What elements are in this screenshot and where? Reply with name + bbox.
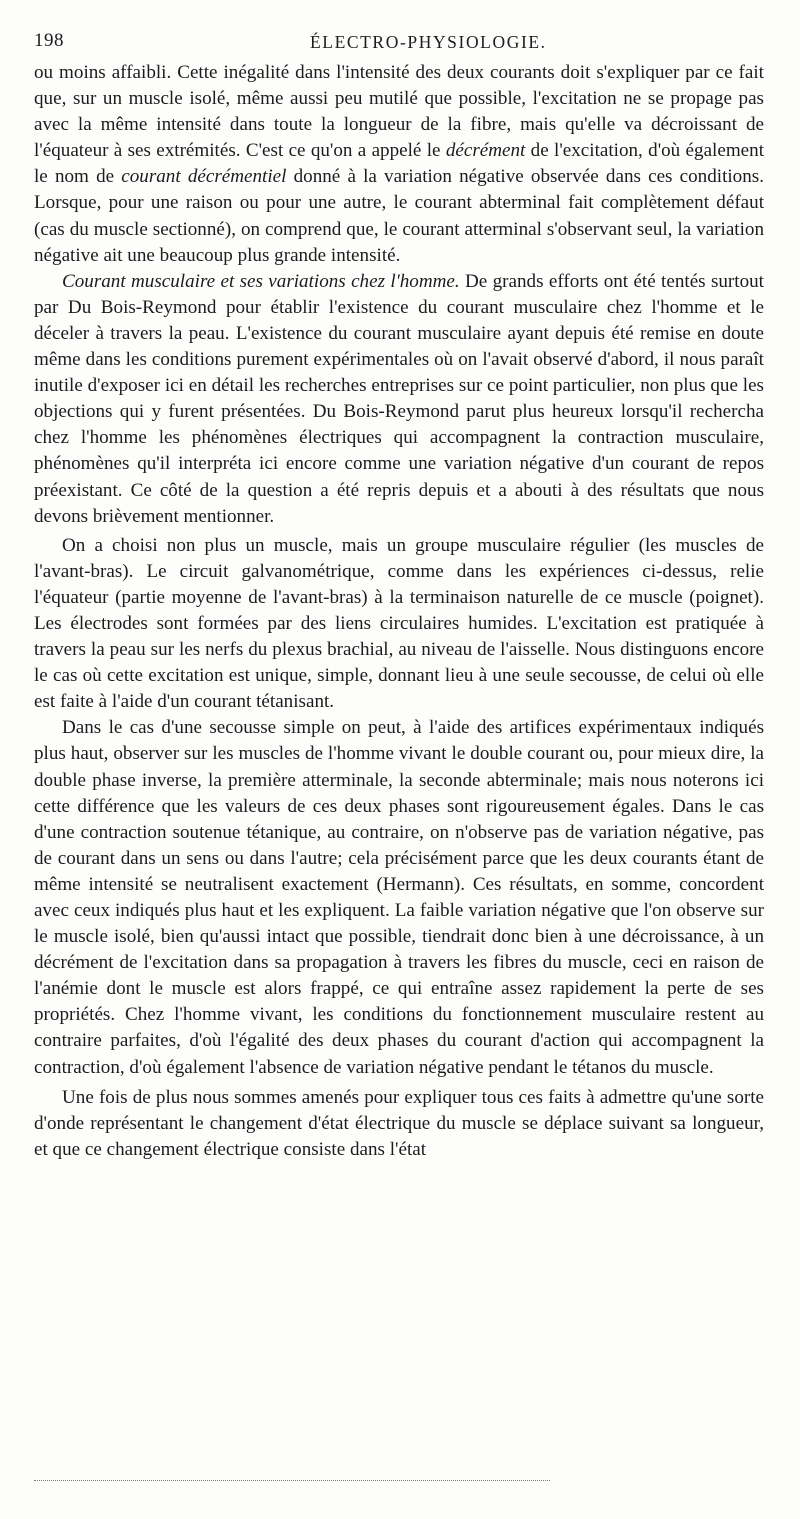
paragraph-text: De grands efforts ont été tentés surtout par Du Bois-Reymond pour établir l'existence du courant musculaire chez l'homme et le déceler à travers la peau. L'existence du courant musculaire ayant depuis été remise en doute même dans les conditions purement expérimentales où on l'avait observé d'abord, il nous paraît inutile d'exposer ici en détail les recherches entreprises sur ce point particulier, non plus que les objections qui y furent présentées. Du Bois-Reymond parut plus heureux lorsqu'il rechercha chez l'homme les phénomènes électriques qui accompagnent la contraction musculaire, phénomènes qu'il interpréta ici encore comme une variation négative d'un courant de repos préexistant. Ce côté de la question a été repris depuis et a abouti à des résultats que nous devons brièvement mentionner. <box>34 270 764 527</box>
paragraph-text: On a choisi non plus un muscle, mais un groupe musculaire régulier (les muscles de l'avant-bras). Le circuit galvanométrique, comme dans les expériences ci-dessus, relie l'équateur (partie moyenne de l'avant-bras) à la terminaison naturelle de ce muscle (poignet). Les électrodes sont formées par des liens circulaires humides. L'excitation est pratiquée à travers la peau sur les nerfs du plexus brachial, au niveau de l'aisselle. Nous distinguons encore le cas où cette excitation est unique, simple, donnant lieu à une seule secousse, de celui où elle est faite à l'aide d'un courant tétanisant. <box>34 534 764 713</box>
italic-term-decrement: décrément <box>445 140 526 162</box>
body-text <box>34 60 764 1163</box>
text-run: ou moins affaibli. Cette inégalité dans l'intensité des deux courants doit s'expliquer par ce fait que, sur un muscle isolé, même aussi peu mutilé que possible, l'excitation ne se propage pas avec la même intensité dans toute la longueur de la fibre, mais qu'elle va décroissant de l'équateur à ses extrémités. C'est ce qu'on a appelé le <box>34 62 764 162</box>
paragraph-groupe-musculaire <box>34 533 764 716</box>
text-run: donné à la variation négative observée dans ces conditions. Lorsque, pour une raison ou pour une autre, le courant abterminal fait complètement défaut (cas du muscle sectionné), on comprend que, le courant atterminal s'observant seul, la variation négative ait une beaucoup plus grande intensité. <box>34 166 764 266</box>
page-header <box>34 30 772 58</box>
page-number: 198 <box>34 30 64 51</box>
text-run: de l'excitation, d'où également le nom de <box>34 140 764 188</box>
running-title: ÉLECTRO-PHYSIOLOGIE. <box>310 32 547 52</box>
paragraph-onde <box>34 1085 764 1163</box>
paragraph-text: Dans le cas d'une secousse simple on peut, à l'aide des artifices expérimentaux indiqués plus haut, observer sur les muscles de l'homme vivant le double courant ou, pour mieux dire, la double phase inverse, la première atterminale, la seconde abterminale; mais nous noterons ici cette différence que les valeurs de ces deux phases sont rigoureusement égales. Dans le cas d'une contraction soutenue tétanique, au contraire, on n'observe pas de variation négative, pas de courant dans un sens ou dans l'autre; cela précisément parce que les deux courants étant de même intensité se neutralisent exactement (Hermann). Ces résultats, en somme, concordent avec ceux indiqués plus haut et les expliquent. La faible variation négative que l'on observe sur le muscle isolé, bien qu'aussi intact que possible, tiendrait donc bien à une décroissance, à un décrément de l'excitation dans sa propagation à travers les fibres du muscle, ceci en raison de l'anémie dont le muscle est alors frappé, ce qui entraîne assez rapidement la perte de ses propriétés. Chez l'homme vivant, les conditions du fonctionnement musculaire restent au contraire parfaites, d'où l'égalité des deux phases du courant d'action qui accompagnent la contraction, d'où également l'absence de variation négative pendant le tétanos du muscle. <box>34 717 764 1078</box>
paragraph-courant-musculaire <box>34 269 764 530</box>
footer-dotted-rule <box>34 1480 550 1481</box>
italic-term-courant-decrementiel: courant décrémentiel <box>121 166 287 188</box>
section-heading: Courant musculaire et ses variations chez l'homme. <box>62 270 460 292</box>
paragraph-text: Une fois de plus nous sommes amenés pour expliquer tous ces faits à admettre qu'une sorte d'onde représentant le changement d'état électrique du muscle se déplace suivant sa longueur, et que ce changement électrique consiste dans l'état <box>34 1086 764 1160</box>
paragraph-secousse-simple <box>34 715 764 1080</box>
paragraph-continuation <box>34 60 764 269</box>
